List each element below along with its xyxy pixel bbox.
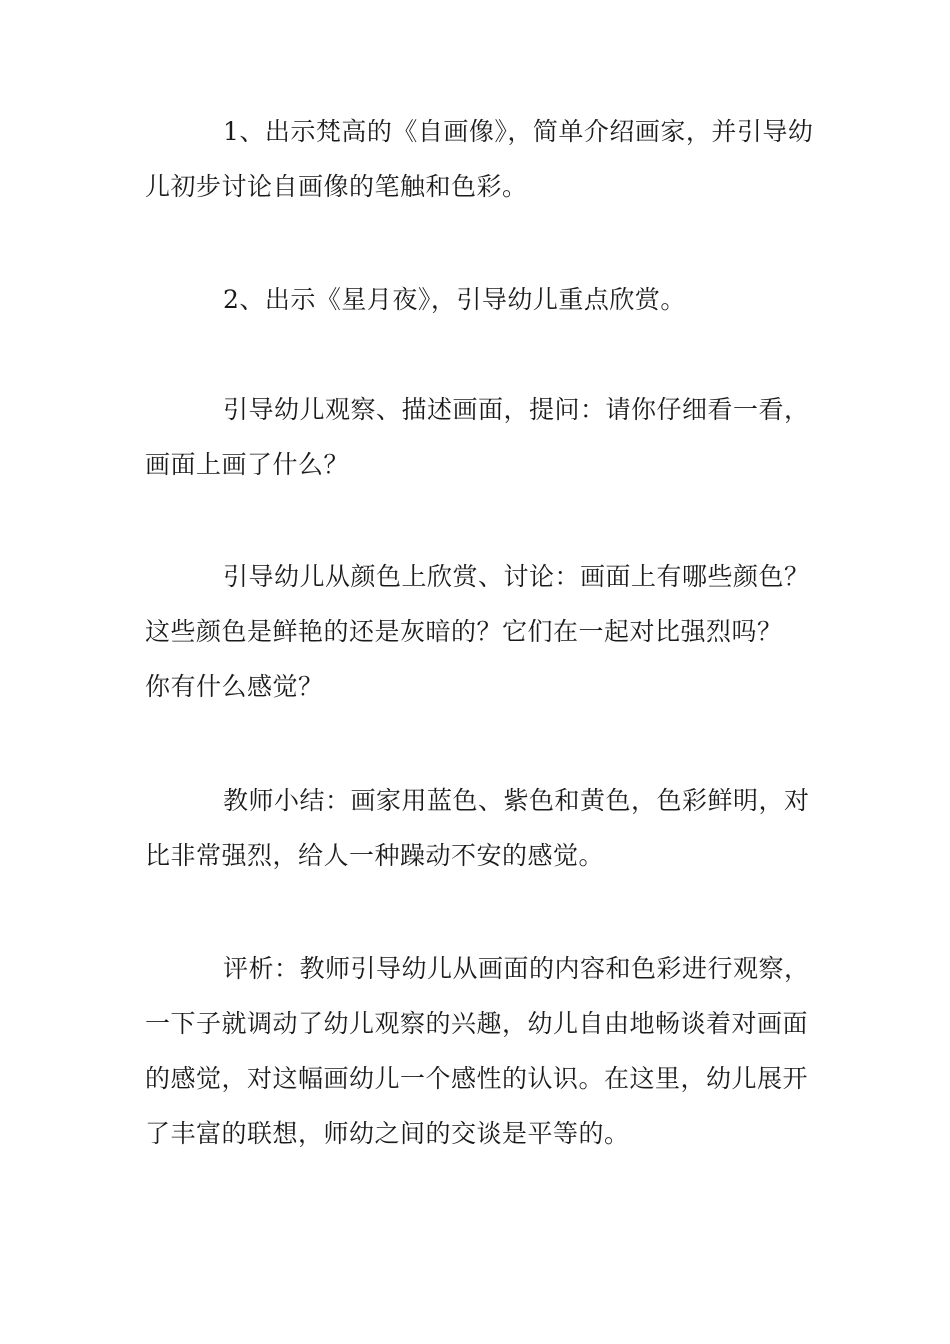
text-line: 画面上画了什么？	[145, 450, 350, 479]
text-line: 的感觉，对这幅画幼儿一个感性的认识。在这里，幼儿展开	[145, 1064, 809, 1093]
paragraph-teacher-summary	[145, 773, 815, 883]
text-line: 引导幼儿观察、描述画面，提问：请你仔细看一看，	[223, 395, 810, 424]
paragraph-observe	[145, 382, 815, 492]
text-line: 了丰富的联想，师幼之间的交谈是平等的。	[145, 1119, 630, 1148]
paragraph-step-1	[145, 104, 815, 214]
text-line: 儿初步讨论自画像的笔触和色彩。	[145, 172, 528, 201]
paragraph-color-discussion	[145, 549, 815, 714]
text-line: 一下子就调动了幼儿观察的兴趣，幼儿自由地畅谈着对画面	[145, 1009, 809, 1038]
text-line: 2、出示《星月夜》，引导幼儿重点欣赏。	[223, 285, 686, 314]
text-line: 比非常强烈，给人一种躁动不安的感觉。	[145, 841, 605, 870]
paragraph-step-2	[145, 272, 815, 327]
text-line: 这些颜色是鲜艳的还是灰暗的？它们在一起对比强烈吗？	[145, 617, 783, 646]
text-line: 你有什么感觉？	[145, 672, 324, 701]
text-line: 评析：教师引导幼儿从画面的内容和色彩进行观察，	[223, 954, 810, 983]
text-line: 教师小结：画家用蓝色、紫色和黄色，色彩鲜明，对	[223, 786, 810, 815]
text-line: 引导幼儿从颜色上欣赏、讨论：画面上有哪些颜色？	[223, 562, 810, 591]
paragraph-analysis	[145, 941, 815, 1161]
text-line: 1、出示梵高的《自画像》，简单介绍画家，并引导幼	[223, 117, 814, 146]
